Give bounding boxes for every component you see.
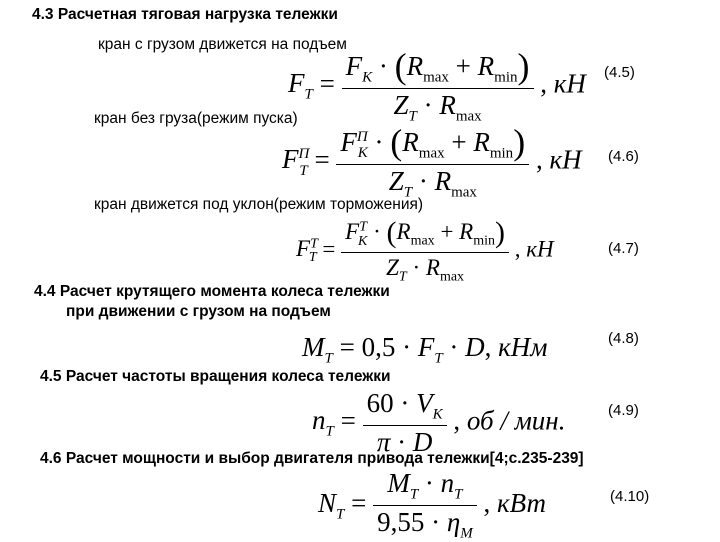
formula-4-9: $n_T$ = $\frac{60 \cdot V_K}{\pi \cdot D}$ , об / мин. bbox=[312, 388, 566, 458]
section-4-4-title-line2: при движении с грузом на подъем bbox=[66, 303, 331, 320]
equation-number-4-7: (4.7) bbox=[608, 240, 639, 257]
section-4-6-title: 4.6 Расчет мощности и выбор двигателя привода тележки[4;с.235-239] bbox=[40, 450, 584, 467]
formula-4-7: $F^T_T$ = $\frac{F^T_K \cdot (R_{max} + R_{min})}{Z_T \cdot R_{max}}$ , кН bbox=[296, 216, 554, 285]
formula-4-8: $M_T = 0,5 \cdot F_T \cdot D$, кНм bbox=[302, 332, 548, 367]
case-downhill-braking: кран движется под уклон(режим торможения) bbox=[94, 196, 424, 213]
equation-number-4-8: (4.8) bbox=[608, 330, 639, 347]
equation-number-4-6: (4.6) bbox=[608, 148, 639, 165]
formula-4-10: $N_T$ = $\frac{M_T \cdot n_T}{9,55 \cdot \eta_М}$ , кВт bbox=[318, 468, 546, 542]
equation-number-4-9: (4.9) bbox=[608, 402, 639, 419]
case-loaded-uphill: кран с грузом движется на подъем bbox=[98, 36, 347, 53]
equation-number-4-10: (4.10) bbox=[610, 488, 650, 505]
section-4-5-title: 4.5 Расчет частоты вращения колеса тележки bbox=[40, 368, 391, 385]
section-4-4-title-line1: 4.4 Расчет крутящего момента колеса тележки bbox=[34, 283, 390, 300]
equation-number-4-5: (4.5) bbox=[604, 64, 635, 81]
case-unloaded-start: кран без груза(режим пуска) bbox=[94, 110, 298, 127]
formula-4-5: $F_T$ = $\frac{F_K \cdot (R_{max} + R_{min})}{Z_T \cdot R_{max}}$ , кН bbox=[288, 46, 586, 125]
section-4-3-title: 4.3 Расчетная тяговая нагрузка тележки bbox=[32, 6, 338, 23]
formula-4-6: $F^П_T$ = $\frac{F^П_K \cdot (R_{max} + R_{min})}{Z_T \cdot R_{max}}$ , кН bbox=[282, 122, 582, 201]
